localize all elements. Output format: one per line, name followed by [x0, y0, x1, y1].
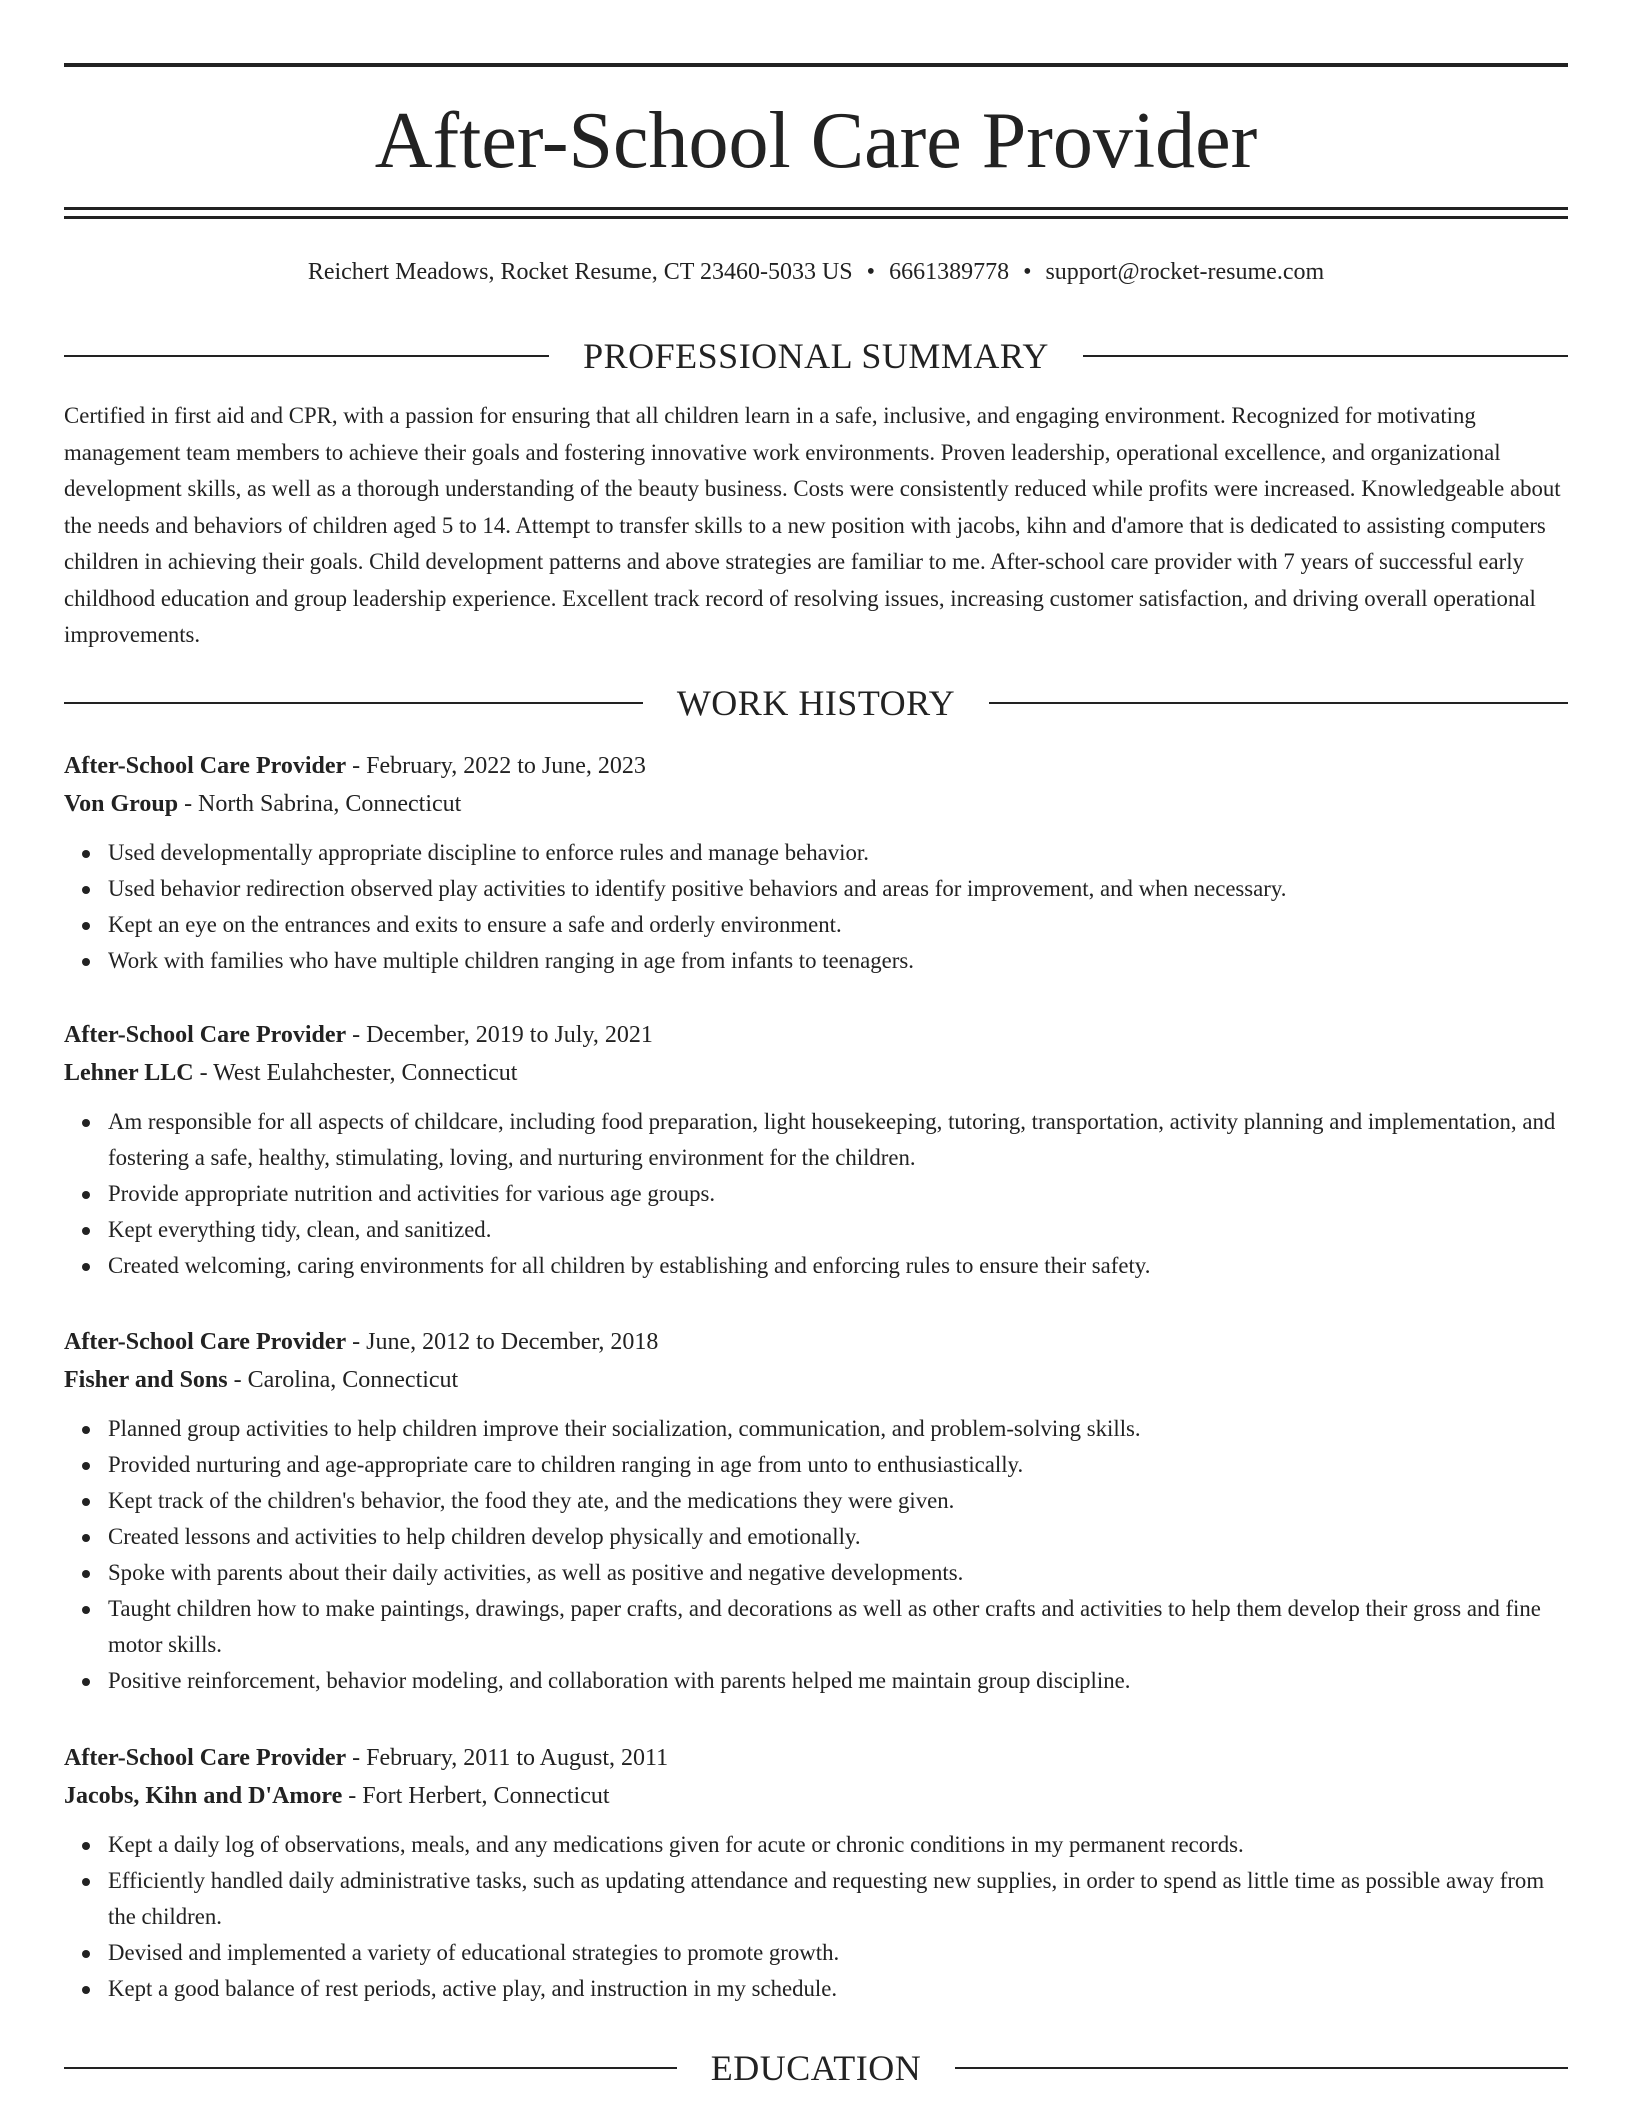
- job-dates: - December, 2019 to July, 2021: [346, 1022, 653, 1048]
- job-bullet-list: [64, 1827, 1568, 2007]
- job-entry: [64, 1323, 1568, 1699]
- contact-email: support@rocket-resume.com: [1045, 259, 1325, 285]
- section-rule-left: [64, 355, 549, 357]
- top-rule: [64, 63, 1568, 67]
- job-title-line: [64, 747, 1568, 785]
- job-company-line: [64, 1777, 1568, 1815]
- job-bullet: Taught children how to make paintings, drawings, paper crafts, and decorations as well as other crafts and activities to help them develop their gross and fine motor skills.: [108, 1591, 1568, 1663]
- job-bullet: Devised and implemented a variety of educational strategies to promote growth.: [108, 1935, 1568, 1971]
- section-header-summary: [64, 331, 1568, 381]
- contact-phone: 6661389778: [889, 259, 1010, 285]
- job-title: After-School Care Provider: [64, 753, 347, 779]
- job-location: - Fort Herbert, Connecticut: [342, 1783, 610, 1809]
- section-title-education: EDUCATION: [710, 2048, 922, 2088]
- job-dates: - February, 2011 to August, 2011: [346, 1745, 669, 1771]
- job-title-line: [64, 1323, 1568, 1361]
- section-rule-left: [64, 702, 643, 704]
- job-bullet: Efficiently handled daily administrative tasks, such as updating attendance and requesting new supplies, in order to spend as little time as possible away from the children.: [108, 1863, 1568, 1935]
- job-bullet: Work with families who have multiple children ranging in age from infants to teenagers.: [108, 943, 1568, 979]
- job-location: - North Sabrina, Connecticut: [178, 791, 462, 817]
- job-title: After-School Care Provider: [64, 1329, 347, 1355]
- job-bullet: Spoke with parents about their daily activities, as well as positive and negative developments.: [108, 1555, 1568, 1591]
- section-title-work: WORK HISTORY: [676, 683, 956, 723]
- job-company-line: [64, 1054, 1568, 1092]
- section-title-summary: PROFESSIONAL SUMMARY: [583, 336, 1049, 376]
- job-title: After-School Care Provider: [64, 1022, 347, 1048]
- job-title-line: [64, 1739, 1568, 1777]
- section-rule-left: [64, 2067, 677, 2069]
- title-rule-upper: [64, 207, 1568, 210]
- contact-address: Reichert Meadows, Rocket Resume, CT 23460-5033 US: [307, 259, 853, 285]
- job-bullet: Kept everything tidy, clean, and sanitized.: [108, 1212, 1568, 1248]
- section-rule-right: [989, 702, 1568, 704]
- job-company-line: [64, 1361, 1568, 1399]
- job-company: Fisher and Sons: [64, 1367, 228, 1393]
- job-bullet: Kept track of the children's behavior, the food they ate, and the medications they were given.: [108, 1483, 1568, 1519]
- job-entry: [64, 747, 1568, 979]
- job-entry: [64, 1016, 1568, 1284]
- job-bullet: Provide appropriate nutrition and activities for various age groups.: [108, 1176, 1568, 1212]
- section-rule-right: [1083, 355, 1568, 357]
- professional-summary-text: Certified in first aid and CPR, with a passion for ensuring that all children learn in a safe, inclusive, and engaging environment. Recognized for motivating management team members to achieve their goals and fostering innovative work environments. Proven leadership, operational excellence, and organizational development skills, as well as a thorough understanding of the beauty business. Costs were consistently reduced while profits were increased. Knowledgeable about the needs and behaviors of children aged 5 to 14. Attempt to transfer skills to a new position with jacobs, kihn and d'amore that is dedicated to assisting computers children in achieving their goals. Child development patterns and above strategies are familiar to me. After-school care provider with 7 years of successful early childhood education and group leadership experience. Excellent track record of resolving issues, increasing customer satisfaction, and driving overall operational improvements.: [64, 403, 1561, 647]
- job-company-line: [64, 785, 1568, 823]
- job-bullet: Created welcoming, caring environments for all children by establishing and enforcing rules to ensure their safety.: [108, 1248, 1568, 1284]
- section-header-work: [64, 678, 1568, 728]
- title-rule-lower: [64, 216, 1568, 219]
- job-title-line: [64, 1016, 1568, 1054]
- section-header-education: [64, 2043, 1568, 2093]
- resume-title: After-School Care Provider: [374, 97, 1258, 185]
- job-title: After-School Care Provider: [64, 1745, 347, 1771]
- section-rule-right: [955, 2067, 1568, 2069]
- job-bullet: Provided nurturing and age-appropriate care to children ranging in age from unto to enthusiastically.: [108, 1447, 1568, 1483]
- job-company: Lehner LLC: [64, 1060, 194, 1086]
- job-dates: - June, 2012 to December, 2018: [346, 1329, 659, 1355]
- job-bullet-list: [64, 835, 1568, 979]
- job-bullet-list: [64, 1104, 1568, 1284]
- job-bullet: Planned group activities to help children improve their socialization, communication, and problem-solving skills.: [108, 1411, 1568, 1447]
- contact-separator: •: [866, 259, 876, 285]
- job-entry: [64, 1739, 1568, 2007]
- job-location: - Carolina, Connecticut: [227, 1367, 459, 1393]
- contact-separator: •: [1023, 259, 1032, 285]
- job-bullet: Positive reinforcement, behavior modeling, and collaboration with parents helped me maintain group discipline.: [108, 1663, 1568, 1699]
- job-bullet: Used behavior redirection observed play activities to identify positive behaviors and areas for improvement, and when necessary.: [108, 871, 1568, 907]
- job-bullet: Kept an eye on the entrances and exits to ensure a safe and orderly environment.: [108, 907, 1568, 943]
- job-dates: - February, 2022 to June, 2023: [346, 753, 646, 779]
- job-bullet-list: [64, 1411, 1568, 1699]
- job-bullet: Kept a daily log of observations, meals, and any medications given for acute or chronic conditions in my permanent records.: [108, 1827, 1568, 1863]
- job-company: Von Group: [64, 791, 179, 817]
- job-bullet: Used developmentally appropriate discipline to enforce rules and manage behavior.: [108, 835, 1568, 871]
- job-bullet: Kept a good balance of rest periods, active play, and instruction in my schedule.: [108, 1971, 1568, 2007]
- job-bullet: Am responsible for all aspects of childcare, including food preparation, light housekeeping, tutoring, transportation, activity planning and implementation, and fostering a safe, healthy, stimulating, loving, and nurturing environment for the children.: [108, 1104, 1568, 1176]
- job-bullet: Created lessons and activities to help children develop physically and emotionally.: [108, 1519, 1568, 1555]
- job-company: Jacobs, Kihn and D'Amore: [64, 1783, 343, 1809]
- job-location: - West Eulahchester, Connecticut: [193, 1060, 518, 1086]
- contact-line: [64, 254, 1568, 290]
